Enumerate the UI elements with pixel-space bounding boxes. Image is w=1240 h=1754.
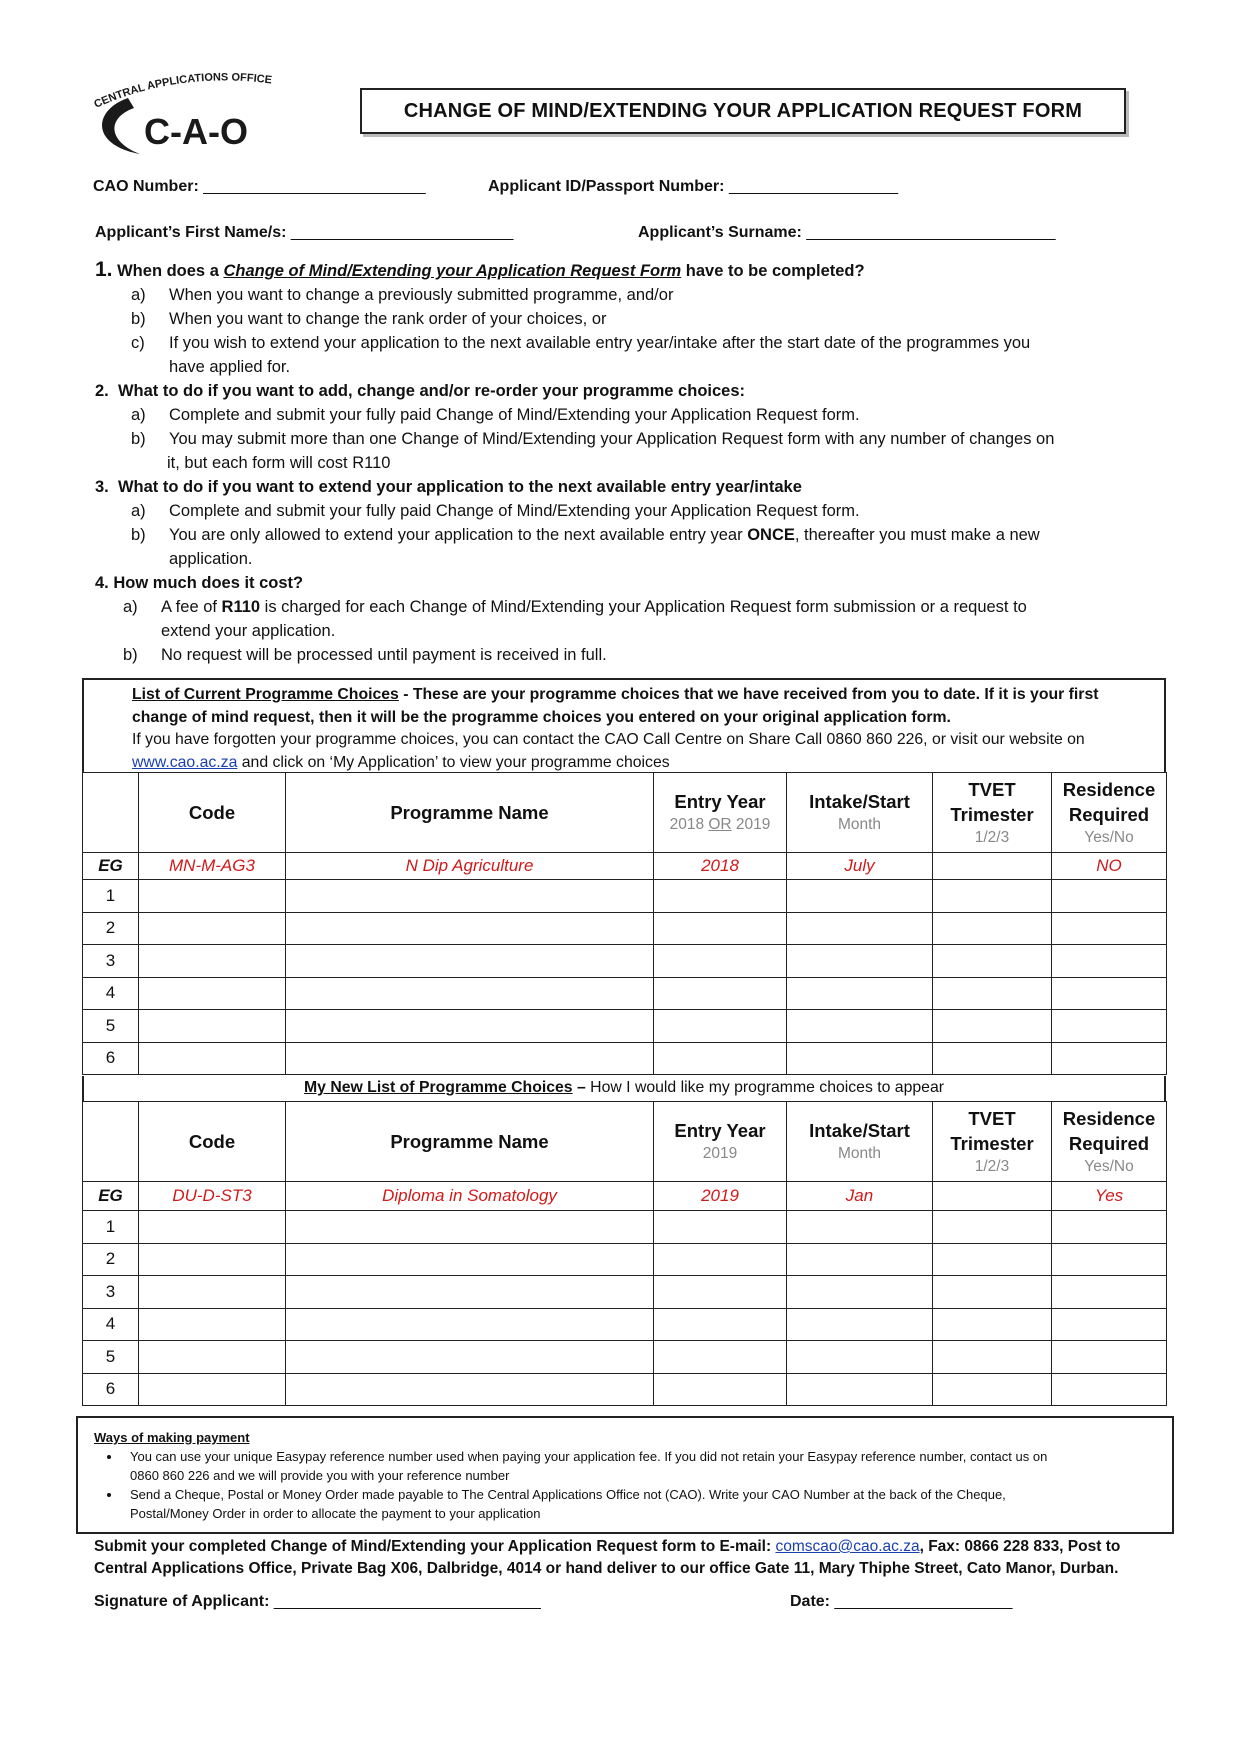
q2-item-a: a) Complete and submit your fully paid Change of Mind/Extending your Application Request form.	[131, 406, 860, 424]
form-title: CHANGE OF MIND/EXTENDING YOUR APPLICATION REQUEST FORM	[360, 88, 1126, 134]
table-row[interactable]: 2	[83, 1243, 1167, 1276]
logo-mark: C-A-O	[144, 111, 248, 152]
date-field[interactable]: Date: ____________________	[790, 1593, 1013, 1610]
col-tvet: TVET	[968, 778, 1016, 800]
q3-item-b-cont: application.	[169, 550, 253, 568]
col-intake: Intake/Start	[809, 1120, 910, 1141]
col-intake: Intake/Start	[809, 791, 910, 812]
table-header-row: Code Programme Name Entry Year 2019 Intake/Start Month TVET Trimester 1/2/3 Residence Required Yes/No	[83, 1102, 1167, 1182]
q2-item-b-cont: it, but each form will cost R110	[167, 454, 391, 472]
signature-label: Signature of Applicant:	[94, 1593, 270, 1610]
question-4: 4. How much does it cost?	[95, 574, 304, 592]
table-row[interactable]: 2	[83, 912, 1167, 945]
q3-item-b: b) You are only allowed to extend your application to the next available entry year ONCE, thereafter you must make a new	[131, 526, 1040, 544]
example-row: EG MN-M-AG3 N Dip Agriculture 2018 July NO	[83, 853, 1167, 880]
new-choices-table	[82, 1101, 1167, 1406]
col-entry-year: Entry Year	[674, 791, 766, 812]
first-names-label: Applicant’s First Name/s:	[95, 224, 287, 241]
q4-item-b: b) No request will be processed until payment is received in full.	[123, 646, 607, 664]
email-link[interactable]: comscao@cao.ac.za	[775, 1538, 920, 1555]
table-row[interactable]: 1	[83, 880, 1167, 913]
submission-instructions: Submit your completed Change of Mind/Extending your Application Request form to E-mail: comscao@cao.ac.za, Fax: 0866 228 833, Post to Central Applications Office, Private Bag X06, Dalbridge, 4014 or hand deliver to our office Gate 11, Mary Thiphe Street, Cato Manor, Durban.	[94, 1538, 1121, 1577]
col-tvet: TVET	[968, 1107, 1016, 1129]
current-choices-help-cont: www.cao.ac.za and click on ‘My Application’ to view your programme choices	[132, 753, 670, 771]
applicant-id-field[interactable]: Applicant ID/Passport Number: ___________________	[488, 178, 899, 195]
payment-methods	[76, 1416, 1174, 1534]
q3-item-a: a) Complete and submit your fully paid Change of Mind/Extending your Application Request form.	[131, 502, 860, 520]
signature-field[interactable]: Signature of Applicant: ______________________________	[94, 1593, 541, 1610]
col-residence: Residence	[1062, 1107, 1156, 1129]
table-row[interactable]: 5	[83, 1341, 1167, 1374]
table-row[interactable]: 4	[83, 977, 1167, 1010]
current-choices-info	[82, 678, 1166, 772]
table-row[interactable]: 4	[83, 1308, 1167, 1341]
surname-field[interactable]: Applicant’s Surname: ____________________________	[638, 224, 1056, 241]
table-row[interactable]: 6	[83, 1373, 1167, 1406]
logo-arc-text: CENTRAL APPLICATIONS OFFICE	[92, 71, 273, 111]
table-row[interactable]: 6	[83, 1042, 1167, 1075]
current-choices-heading-cont: change of mind request, then it will be the programme choices you entered on your original application form.	[132, 708, 951, 726]
cao-number-label: CAO Number:	[93, 178, 199, 195]
cao-number-field[interactable]: CAO Number: _________________________	[93, 178, 426, 195]
table-row[interactable]: 3	[83, 1276, 1167, 1309]
col-programme: Programme Name	[390, 802, 549, 823]
table-header-row: Code Programme Name Entry Year 2018 OR 2019 Intake/Start Month TVET Trimester 1/2/3 Residence Required Yes/No	[83, 773, 1167, 853]
logo-swoosh	[102, 98, 140, 154]
col-code: Code	[188, 1131, 236, 1152]
table-row[interactable]: 1	[83, 1211, 1167, 1244]
q4-item-a-cont: extend your application.	[161, 622, 336, 640]
payment-heading: Ways of making payment	[94, 1430, 250, 1445]
date-label: Date:	[790, 1593, 831, 1610]
col-entry-year: Entry Year	[674, 1120, 766, 1141]
surname-label: Applicant’s Surname:	[638, 224, 802, 241]
current-choices-heading: List of Current Programme Choices - These are your programme choices that we have received from you to date. If it is your first	[132, 686, 1099, 703]
q4-item-a: a) A fee of R110 is charged for each Change of Mind/Extending your Application Request form submission or a request to	[123, 598, 1027, 616]
first-names-field[interactable]: Applicant’s First Name/s: _________________________	[95, 224, 514, 241]
col-code: Code	[188, 802, 236, 823]
payment-item-easypay: • You can use your unique Easypay reference number used when paying your application fee. If you did not retain your Easypay reference number, contact us on 0860 860 226 and we will provide you with your reference number	[122, 1447, 1160, 1485]
col-residence: Residence	[1062, 778, 1156, 800]
question-2: 2. What to do if you want to add, change and/or re-order your programme choices:	[95, 382, 746, 400]
q1-item-a: a) When you want to change a previously submitted programme, and/or	[131, 286, 674, 304]
new-choices-heading: My New List of Programme Choices – How I would like my programme choices to appear	[82, 1076, 1166, 1101]
website-link[interactable]: www.cao.ac.za	[132, 753, 238, 771]
payment-item-cheque: • Send a Cheque, Postal or Money Order made payable to The Central Applications Office not (CAO). Write your CAO Number at the back of the Cheque, Postal/Money Order in order to allocate the payment to your application	[122, 1485, 1160, 1523]
current-choices-table	[82, 772, 1167, 1075]
q1-item-c: c) If you wish to extend your application to the next available entry year/intake after the start date of the programmes you	[131, 334, 1031, 352]
question-1: 1. When does a Change of Mind/Extending your Application Request Form have to be completed?	[95, 258, 865, 281]
table-row[interactable]: 3	[83, 945, 1167, 978]
q1-item-c-cont: have applied for.	[169, 358, 291, 376]
col-programme: Programme Name	[390, 1131, 549, 1152]
question-3: 3. What to do if you want to extend your application to the next available entry year/intake	[95, 478, 802, 496]
example-row: EG DU-D-ST3 Diploma in Somatology 2019 Jan Yes	[83, 1182, 1167, 1211]
q1-item-b: b) When you want to change the rank order of your choices, or	[131, 310, 607, 328]
cao-logo	[88, 70, 306, 162]
current-choices-help: If you have forgotten your programme choices, you can contact the CAO Call Centre on Share Call 0860 860 226, or visit our website on	[132, 731, 1085, 748]
applicant-id-label: Applicant ID/Passport Number:	[488, 178, 725, 195]
table-row[interactable]: 5	[83, 1010, 1167, 1043]
q2-item-b: b) You may submit more than one Change of Mind/Extending your Application Request form with any number of changes on	[131, 430, 1055, 448]
